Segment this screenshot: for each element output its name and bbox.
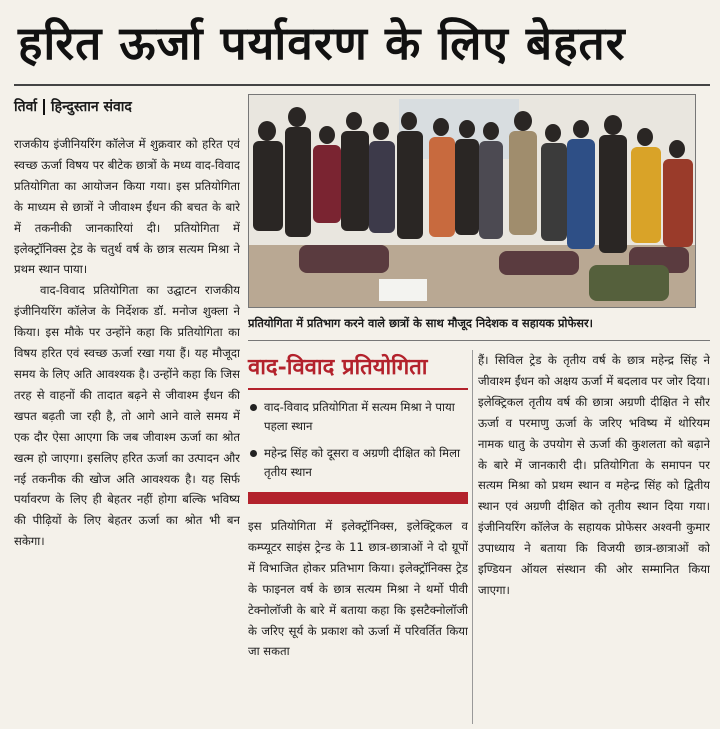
headline-rule (14, 84, 710, 86)
byline-source: हिन्दुस्तान संवाद (51, 99, 132, 115)
highlight-bullet-1 (248, 398, 468, 438)
highlight-bullet-text: वाद-विवाद प्रतियोगिता में सत्यम मिश्रा ने पाया पहला स्थान (264, 400, 455, 433)
photo-bag (589, 265, 669, 301)
highlight-bullet-2 (248, 444, 468, 484)
byline-separator (43, 99, 45, 115)
highlight-bar (248, 492, 468, 504)
column-divider (472, 350, 473, 724)
highlight-title: वाद-विवाद प्रतियोगिता (248, 354, 428, 380)
highlight-bullet-text: महेन्द्र सिंह को दूसरा व अग्रणी दीक्षित को मिला तृतीय स्थान (264, 446, 460, 479)
headline: हरित ऊर्जा पर्यावरण के लिए बेहतर (18, 16, 626, 70)
bullet-icon (250, 450, 257, 457)
article-column-3: हैं। सिविल ट्रेड के तृतीय वर्ष के छात्र महेन्द्र सिंह ने जीवाश्म ईंधन को अक्षय ऊर्जा में बदलाव पर जोर दिया। इलेक्ट्रिकल तृतीय वर्ष की छात्रा अग्रणी दीक्षित ने सौर ऊर्जा व परमाणु ऊर्जा के जरिए भविष्य में थोरियम नामक धातु के उपयोग से ऊर्जा की कुशलता को बढ़ाने के बारे में जानकारी दी। प्रतियोगिता के समापन पर सत्यम मिश्रा को प्रथम स्थान व महेन्द्र सिंह को द्वितीय स्थान एवं अग्रणी दीक्षित को तृतीय स्थान दिया गया। इंजीनियरिंग कॉलेज के सहायक प्रोफेसर अश्वनी कुमार उपाध्याय ने बताया कि विजयी छात्र-छात्राओं को इण्डियन ऑयल संस्थान की ओर सम्मानित किया जाएगा। (478, 353, 710, 597)
highlight-rule (248, 388, 468, 390)
caption-rule (248, 340, 710, 341)
article-column-2: इस प्रतियोगिता में इलेक्ट्रॉनिक्स, इलेक्ट्रिकल व कम्प्यूटर साइंस ट्रेन्ड के 11 छात्र-छात्राओं ने दो ग्रूपों में विभाजित होकर प्रतिभाग किया। इलेक्ट्रॉनिक्स ट्रेड के फाइनल वर्ष के छात्र सत्यम मिश्रा ने थर्मो पीवी टेक्नोलॉजी के बारे में बताया कहा कि इसटैक्नोलॉजी के जरिए सूर्य के प्रकाश को ऊर्जा में परिवर्तित किया जा सकता (248, 519, 468, 659)
group-photo (248, 94, 696, 308)
photo-caption: प्रतियोगिता में प्रतिभाग करने वाले छात्रों के साथ मौजूद निदेशक व सहायक प्रोफेसर। (248, 316, 593, 330)
highlight-box (248, 350, 468, 510)
article-column-1 (14, 134, 240, 724)
photo-paper (379, 279, 427, 301)
byline (14, 90, 240, 124)
byline-place: तिर्वा (14, 99, 38, 115)
bullet-icon (250, 404, 257, 411)
article-paragraph-1: राजकीय इंजीनियरिंग कॉलेज में शुक्रवार को हरित एवं स्वच्छ ऊर्जा विषय पर बीटेक छात्रों के मध्य वाद-विवाद प्रतियोगिता का आयोजन किया गया। इस प्रतियोगिता के माध्यम से छात्रों ने जीवाश्म ईंधन की बचत के बारे में तकनीकी जानकारियां दी। प्रतियोगिता में इलेक्ट्रॉनिक्स ट्रेड के चतुर्थ वर्ष के छात्र सत्यम मिश्रा ने प्रथम स्थान पाया। (14, 137, 240, 277)
article-paragraph-2: वाद-विवाद प्रतियोगिता का उद्घाटन राजकीय इंजीनियरिंग कॉलेज के निर्देशक डॉ. मनोज शुक्ला ने किया। इस मौके पर उन्होंने कहा कि प्रतियोगिता का विषय हरित एवं स्वच्छ ऊर्जा रखा गया हैं। यह मौजूदा समय के लिए अति आवश्यक है। उन्होंने कहा कि जिस तरह से वाहनों की तादात बढ़ने से जीवाश्म ईंधन की खपत बढ़ती जा रही है, तो आगे आने वाले समय में एक दौर ऐसा आएगा कि जब जीवाश्म ऊर्जा का श्रोत खत्म हो जाएगा। इसलिए हरित ऊर्जा का उत्पादन और नई तकनीक की खोज अति आवश्यक है। यह सिर्फ पर्यावरण के लिए ही बेहतर नहीं होगा बल्कि भविष्य की पीढ़ियों के लिए बेहतर ऊर्जा का श्रोत भी बन सकेगा। (14, 283, 240, 549)
